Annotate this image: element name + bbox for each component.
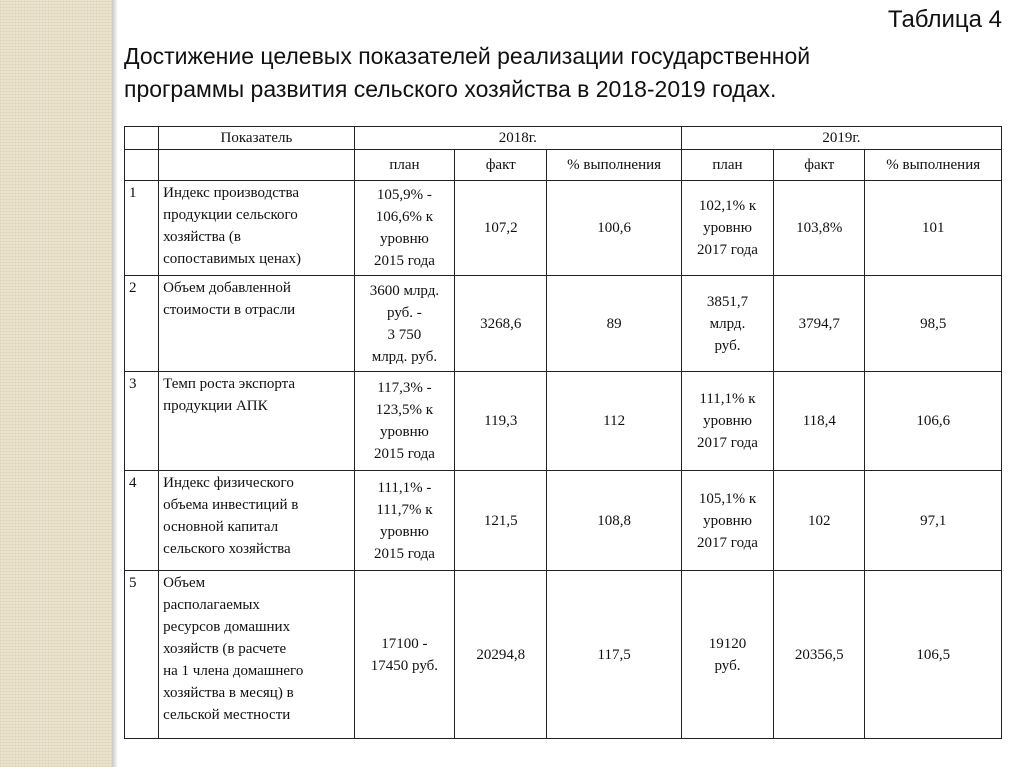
plan-line: уровню (703, 413, 752, 429)
subheader-empty (125, 150, 159, 181)
pct-2018-cell: 89 (547, 276, 681, 372)
row-number: 2 (125, 276, 159, 372)
plan-line: уровню (380, 523, 429, 540)
fact-2018-cell: 121,5 (455, 471, 547, 571)
fact-2019-cell: 102 (774, 471, 865, 571)
table-row (125, 181, 1002, 276)
indicator-line: Объем (163, 575, 206, 591)
subheader-pct: % выполнения (547, 150, 681, 181)
title-line: программы развития сельского хозяйства в 2018-2019 годах. (124, 76, 777, 102)
plan-line: 2015 года (373, 253, 435, 269)
row-number: 5 (125, 571, 159, 739)
side-decor-shadow (112, 0, 118, 767)
plan-line: 111,7% к (376, 501, 433, 518)
pct-2019-cell: 101 (865, 181, 1002, 276)
plan-line: 105,9% - (376, 187, 432, 203)
subheader-empty (159, 150, 355, 181)
indicator-line: располагаемых (163, 597, 260, 613)
header-indicator: Показатель (159, 127, 355, 150)
fact-2019-cell: 3794,7 (774, 276, 865, 372)
indicator-line: Индекс производства (163, 185, 299, 201)
indicator-line: хозяйств (в расчете (163, 641, 287, 657)
fact-2018-cell: 119,3 (455, 372, 547, 471)
plan-2018-cell (354, 276, 454, 372)
subheader-pct: % выполнения (865, 150, 1002, 181)
plan-line: руб. (714, 657, 741, 674)
row-number: 4 (125, 471, 159, 571)
header-year-2019: 2019г. (681, 127, 1001, 150)
fact-2018-cell: 107,2 (455, 181, 547, 276)
indicator-line: сельской местности (163, 707, 291, 723)
row-number: 3 (125, 372, 159, 471)
plan-2019-cell (681, 372, 773, 471)
plan-2019-cell (681, 571, 773, 739)
plan-line: 2015 года (373, 446, 435, 462)
indicator-line: Индекс физического (163, 475, 294, 491)
pct-2019-cell: 98,5 (865, 276, 1002, 372)
plan-line: 105,1% к (698, 490, 757, 507)
indicator-cell (159, 181, 355, 276)
plan-line: 2017 года (697, 242, 758, 258)
plan-line: 3 750 (387, 326, 422, 343)
plan-2019-cell (681, 181, 773, 276)
plan-line: 106,6% к (375, 209, 434, 225)
subheader-fact: факт (774, 150, 865, 181)
plan-line: 2017 года (697, 534, 758, 551)
table-row (125, 471, 1002, 571)
indicators-table (124, 126, 1002, 739)
indicator-line: на 1 члена домашнего (163, 663, 304, 679)
pct-2019-cell: 106,6 (865, 372, 1002, 471)
indicator-line: сопоставимых ценах) (163, 251, 302, 267)
plan-line: уровню (380, 424, 429, 440)
indicator-line: хозяйства в месяц) в (163, 685, 294, 701)
pct-2018-cell: 112 (547, 372, 681, 471)
fact-2019-cell: 118,4 (774, 372, 865, 471)
indicator-line: Объем добавленной (163, 280, 291, 296)
plan-line: руб. (714, 337, 741, 354)
plan-line: 111,1% к (699, 391, 756, 407)
plan-line: уровню (703, 220, 752, 236)
indicator-line: стоимости в отрасли (163, 302, 296, 318)
fact-2019-cell: 103,8% (774, 181, 865, 276)
indicator-line: сельского хозяйства (163, 541, 291, 557)
plan-line: 102,1% к (698, 198, 757, 214)
plan-line: уровню (380, 231, 429, 247)
indicator-line: ресурсов домашних (163, 619, 291, 635)
plan-line: млрд. руб. (371, 348, 438, 365)
fact-2018-cell: 3268,6 (455, 276, 547, 372)
plan-line: 117,3% - (377, 380, 432, 396)
header-year-2018: 2018г. (354, 127, 681, 150)
plan-2019-cell (681, 471, 773, 571)
indicator-cell (159, 571, 355, 739)
plan-line: 111,1% - (377, 479, 432, 496)
subheader-plan: план (354, 150, 454, 181)
plan-line: 123,5% к (375, 402, 434, 418)
plan-2018-cell (354, 471, 454, 571)
plan-line: млрд. (709, 315, 746, 332)
table-row (125, 276, 1002, 372)
plan-line: 17100 - (381, 635, 428, 652)
table-row (125, 372, 1002, 471)
plan-line: руб. - (387, 304, 422, 321)
indicator-line: хозяйства (в (163, 229, 241, 245)
plan-2018-cell (354, 181, 454, 276)
plan-line: 2015 года (373, 545, 435, 562)
side-decor-strip (0, 0, 112, 767)
plan-line: 19120 (708, 635, 747, 652)
title-line: Достижение целевых показателей реализации государственной (124, 43, 811, 69)
indicator-cell (159, 276, 355, 372)
subheader-row (125, 150, 1002, 181)
indicator-cell (159, 471, 355, 571)
pct-2019-cell: 106,5 (865, 571, 1002, 739)
plan-line: 17450 руб. (370, 657, 439, 674)
indicator-line: продукции АПК (163, 398, 268, 414)
slide-title (124, 40, 1004, 106)
plan-line: 3851,7 (706, 293, 749, 310)
fact-2018-cell: 20294,8 (455, 571, 547, 739)
table-row (125, 571, 1002, 739)
pct-2018-cell: 100,6 (547, 181, 681, 276)
indicator-line: объема инвестиций в (163, 497, 299, 513)
indicator-line: продукции сельского (163, 207, 298, 223)
fact-2019-cell: 20356,5 (774, 571, 865, 739)
subheader-plan: план (681, 150, 773, 181)
plan-2018-cell (354, 372, 454, 471)
plan-line: 3600 млрд. (369, 282, 440, 299)
header-cell-num (125, 127, 159, 150)
indicator-line: Темп роста экспорта (163, 376, 296, 392)
plan-2018-cell (354, 571, 454, 739)
indicator-cell (159, 372, 355, 471)
plan-line: 2017 года (697, 435, 758, 451)
pct-2018-cell: 117,5 (547, 571, 681, 739)
header-row (125, 127, 1002, 150)
indicator-line: основной капитал (163, 519, 279, 535)
plan-line: уровню (703, 512, 752, 529)
plan-2019-cell (681, 276, 773, 372)
table-label: Таблица 4 (887, 6, 1002, 33)
pct-2018-cell: 108,8 (547, 471, 681, 571)
pct-2019-cell: 97,1 (865, 471, 1002, 571)
row-number: 1 (125, 181, 159, 276)
subheader-fact: факт (455, 150, 547, 181)
